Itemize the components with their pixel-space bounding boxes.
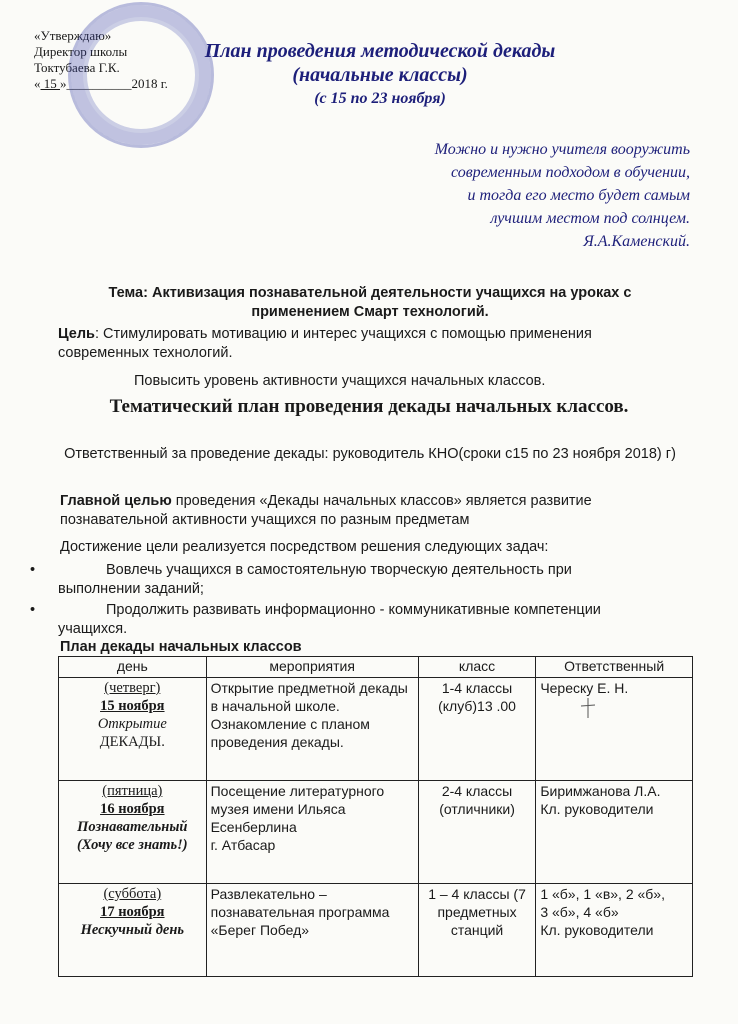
day-date: 16 ноября (100, 801, 165, 817)
responsible-cell (536, 884, 693, 977)
approval-line-2: Директор школы (34, 44, 128, 59)
epigraph-author: Я.А.Каменский. (583, 233, 690, 250)
day-label: Открытие (97, 716, 167, 732)
day-date: 17 ноября (100, 904, 165, 920)
doc-subtitle: (начальные классы) (292, 64, 468, 86)
responsible-name: Кл. руководители (540, 922, 654, 938)
day-of-week: (суббота) (103, 886, 162, 902)
task-text: Продолжить развивать информационно - коммуникативные компетенции учащихся. (58, 602, 601, 637)
approval-date-day: 15 (40, 76, 60, 91)
approval-date-prefix: « (34, 76, 41, 91)
day-cell (59, 884, 207, 977)
table-row (59, 884, 693, 977)
col-header-responsible: Ответственный (536, 657, 693, 678)
task-text: Вовлечь учащихся в самостоятельную творческую деятельность при выполнении заданий; (58, 562, 572, 597)
plan-title: Тематический план проведения декады начальных классов. (109, 396, 629, 417)
day-label: Нескучный день (80, 922, 185, 938)
table-row (59, 781, 693, 884)
responsible-cell (536, 678, 693, 781)
day-cell (59, 678, 207, 781)
bullet-icon: • (30, 602, 36, 618)
handwritten-mark-icon (578, 696, 598, 720)
class-cell: 1-4 классы (клуб)13 .00 (418, 678, 536, 781)
day-of-week: (четверг) (104, 680, 161, 696)
day-label: Познавательный (77, 819, 188, 835)
goal-label: Цель (58, 326, 95, 342)
day-cell (59, 781, 207, 884)
doc-dates: (с 15 по 23 ноября) (314, 90, 446, 107)
responsible-text: Ответственный за проведение декады: руководитель КНО(сроки с15 по 23 ноября 2018) г) (64, 446, 676, 462)
goal-paragraph (58, 325, 668, 363)
day-label: (Хочу все знать!) (76, 837, 188, 853)
plan-table (58, 656, 693, 977)
day-label: ДЕКАДЫ. (99, 734, 165, 750)
bullet-icon: • (30, 562, 36, 578)
tasks-intro: Достижение цели реализуется посредством решения следующих задач: (60, 539, 549, 555)
responsible-name: Биримжанова Л.А. (540, 783, 661, 799)
col-header-class: класс (418, 657, 536, 678)
doc-title: План проведения методической декады (204, 40, 556, 62)
epigraph-line: современным подходом в обучении, (451, 164, 690, 181)
col-header-event: мероприятия (206, 657, 418, 678)
responsible-name: 1 «б», 1 «в», 2 «б», (540, 886, 665, 902)
table-label: План декады начальных классов (60, 639, 302, 655)
approval-date-suffix: »__________2018 г. (60, 76, 168, 91)
day-of-week: (пятница) (102, 783, 163, 799)
main-goal-paragraph (60, 492, 670, 530)
responsible-name: 3 «б», 4 «б» (540, 904, 619, 920)
epigraph (330, 138, 690, 253)
event-place: г. Атбасар (210, 837, 276, 853)
main-goal-text: проведения «Декады начальных классов» является развитие познавательной активности учащихся по разным предметам (60, 493, 592, 528)
table-header-row (59, 657, 693, 678)
table-row (59, 678, 693, 781)
main-goal-bold: Главной целью (60, 493, 172, 509)
goal-paragraph-2: Повысить уровень активности учащихся начальных классов. (134, 373, 546, 389)
event-cell: Развлекательно – познавательная программа «Берег Побед» (206, 884, 418, 977)
event-text: Посещение литературного музея имени Ильяса Есенберлина (210, 783, 385, 835)
approval-line-1: «Утверждаю» (34, 28, 112, 43)
responsible-name: Кл. руководители (540, 801, 654, 817)
theme-heading (60, 284, 680, 322)
approval-line-3: Токтубаева Г.К. (34, 60, 120, 75)
class-cell: 2-4 классы (отличники) (418, 781, 536, 884)
theme-line: Тема: Активизация познавательной деятельности учащихся на уроках с (108, 285, 632, 301)
col-header-day: день (59, 657, 207, 678)
theme-line: применением Смарт технологий. (251, 304, 489, 320)
epigraph-line: Можно и нужно учителя вооружить (434, 141, 690, 158)
event-cell (206, 781, 418, 884)
responsible-cell (536, 781, 693, 884)
responsible-name: Череску Е. Н. (540, 680, 629, 696)
day-date: 15 ноября (100, 698, 165, 714)
event-cell: Открытие предметной декады в начальной школе. Ознакомление с планом проведения декады. (206, 678, 418, 781)
epigraph-line: лучшим местом под солнцем. (490, 210, 690, 227)
goal-text: : Стимулировать мотивацию и интерес учащихся с помощью применения современных технологий. (58, 326, 592, 361)
class-cell: 1 – 4 классы (7 предметных станций (418, 884, 536, 977)
epigraph-line: и тогда его место будет самым (467, 187, 690, 204)
